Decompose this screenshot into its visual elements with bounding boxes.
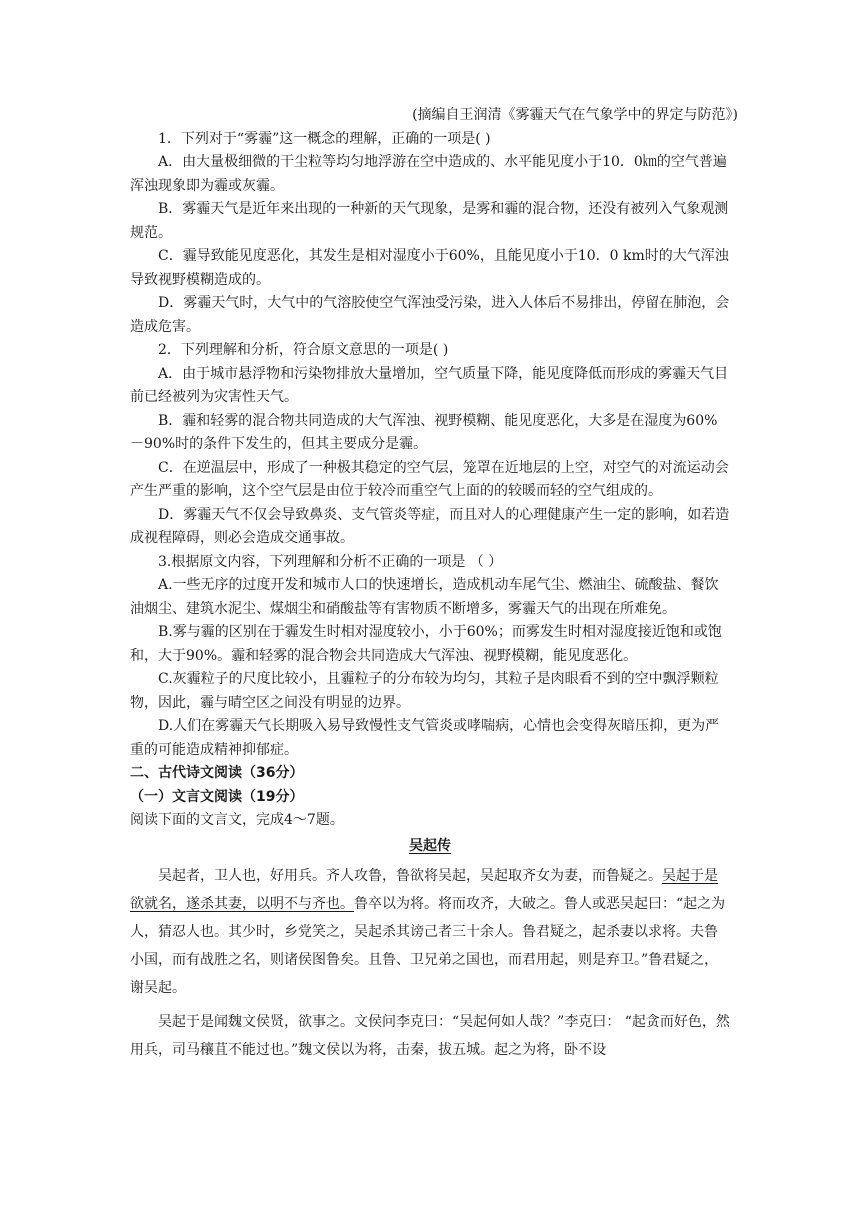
question-1-option-b: B．雾霾天气是近年来出现的一种新的天气现象，是雾和霾的混合物，还没有被列入气象观测规范。 <box>130 201 729 241</box>
source-citation: (摘编自王润清《雾霾天气在气象学中的界定与防范》) <box>412 107 738 123</box>
question-2-stem: 2．下列理解和分析，符合原文意思的一项是( ) <box>158 342 449 358</box>
question-2-option-b: B．霾和轻雾的混合物共同造成的大气浑浊、视野模糊、能见度恶化，大多是在湿度为60%－90%时的条件下发生的，但其主要成分是霾。 <box>130 412 718 452</box>
question-3-option-c: C.灰霾粒子的尺度比较小，且霾粒子的分布较为均匀，其粒子是肉眼看不到的空中飘浮颗粒物，因此，霾与晴空区之间没有明显的边界。 <box>130 671 719 711</box>
question-3-option-b: B.雾与霾的区别在于霾发生时相对湿度较小，小于60%；而雾发生时相对湿度接近饱和或饱和，大于90%。霾和轻雾的混合物会共同造成大气浑浊、视野模糊，能见度恶化。 <box>130 624 722 664</box>
question-1-option-c: C．霾导致能见度恶化，其发生是相对湿度小于60%，且能见度小于10．0 km时的大气浑浊导致视野模糊造成的。 <box>130 248 729 288</box>
question-3-option-a: A.一些无序的过度开发和城市人口的快速增长，造成机动车尾气尘、燃油尘、硫酸盐、餐饮油烟尘、建筑水泥尘、煤烟尘和硝酸盐等有害物质不断增多，雾霾天气的出现在所难免。 <box>130 577 719 617</box>
question-3-option-d: D.人们在雾霾天气长期吸入易导致慢性支气管炎或哮喘病，心情也会变得灰暗压抑，更为严重的可能造成精神抑郁症。 <box>130 718 720 758</box>
question-2-option-c: C．在逆温层中，形成了一种极其稳定的空气层，笼罩在近地层的上空，对空气的对流运动会产生严重的影响，这个空气层是由位于较冷而重空气上面的的较暖而轻的空气组成的。 <box>130 459 729 499</box>
section-heading: 二、古代诗文阅读（36分） <box>130 765 304 781</box>
question-3-stem: 3.根据原文内容，下列理解和分析不正确的一项是 （ ） <box>158 553 503 570</box>
reading-instruction: 阅读下面的文言文，完成4～7题。 <box>130 812 344 828</box>
passage-text: 吴起者，卫人也，好用兵。齐人攻鲁，鲁欲将吴起，吴起取齐女为妻，而鲁疑之。 <box>158 868 662 884</box>
passage-title: 吴起传 <box>409 837 451 854</box>
passage-text: 鲁卒以为将。将而攻齐，大破之。鲁人或恶吴起曰：“起之为人，猜忍人也。其少时，乡党笑之，吴起杀其谤己者三十余人。鲁君疑之，起杀妻以求将。夫鲁小国，而有战胜之名，则诸侯图鲁矣。且鲁、卫兄弟之国也，而君用起，则是弃卫。”鲁君疑之，谢吴起。 <box>130 896 726 996</box>
subsection-heading: （一）文言文阅读（19分） <box>130 788 304 805</box>
question-2-option-a: A．由于城市悬浮物和污染物排放大量增加，空气质量下降，能见度降低而形成的雾霾天气目前已经被列为灾害性天气。 <box>130 365 729 405</box>
passage-paragraph-2: 吴起于是闻魏文侯贤，欲事之。文侯问李克曰：“吴起何如人哉？”李克曰： “起贪而好色，然用兵，司马穰苴不能过也。”魏文侯以为将，击秦，拔五城。起之为将，卧不设 <box>130 1014 730 1058</box>
passage-paragraph-1 <box>130 862 730 1002</box>
question-1-option-d: D．雾霾天气时，大气中的气溶胶使空气浑浊受污染，进入人体后不易排出，停留在肺泡，会造成危害。 <box>130 295 730 335</box>
question-1-option-a: A．由大量极细微的干尘粒等均匀地浮游在空中造成的、水平能见度小于10．0㎞的空气普遍浑浊现象即为霾或灰霾。 <box>130 154 727 194</box>
question-2-option-d: D．雾霾天气不仅会导致鼻炎、支气管炎等症，而且对人的心理健康产生一定的影响，如若造成视程障碍，则必会造成交通事故。 <box>130 506 730 546</box>
question-1-stem: 1．下列对于“雾霾”这一概念的理解，正确的一项是( ) <box>158 130 491 147</box>
underlined-sentence: 吴起于是欲就名，遂杀其妻，以明不与齐也。 <box>130 868 718 912</box>
document-page <box>130 104 738 1064</box>
